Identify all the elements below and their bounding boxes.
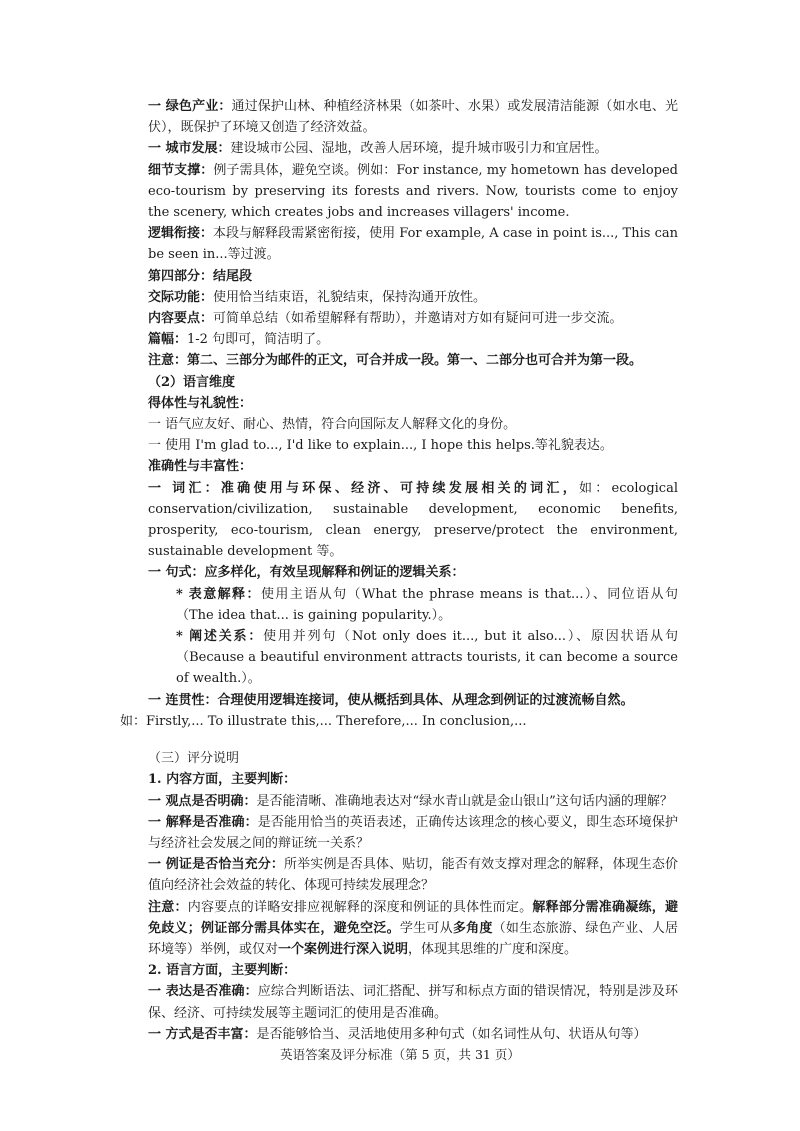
heading-appropriateness: 得体性与礼貌性：: [148, 395, 253, 411]
paragraph-logic-connection: 逻辑衔接：本段与解释段需紧密衔接，使用 For example, A case in point is..., This can be seen in...等过渡。: [148, 226, 678, 263]
heading-language-dimension: （2）语言维度: [148, 374, 236, 390]
paragraph-expression-accurate: 一 表达是否准确：应综合判断语法、词汇搭配、拼写和标点方面的错误情况，特别是涉及环保、经济、可持续发展等主题词汇的使用是否准确。: [148, 984, 678, 1021]
paragraph-sentence-patterns: 一 句式：应多样化，有效呈现解释和例证的逻辑关系：: [148, 565, 465, 581]
paragraph-examples-adequate: 一 例证是否恰当充分：所举实例是否具体、贴切，能否有效支撑对理念的解释，体现生态价值向经济社会效益的转化、体现可持续发展理念？: [148, 857, 678, 894]
paragraph-note-merge: 注意：第二、三部分为邮件的正文，可合并成一段。第一、二部分也可合并为第一段。: [148, 353, 643, 369]
paragraph-viewpoint-clear: 一 观点是否明确：是否能清晰、准确地表达对“绿水青山就是金山银山”这句话内涵的理解？: [148, 793, 673, 809]
paragraph-communicative-function: 交际功能：使用恰当结束语，礼貌结束，保持沟通开放性。: [148, 289, 487, 305]
heading-part-four: 第四部分：结尾段: [148, 268, 253, 284]
paragraph-polite-expressions: 一 使用 I'm glad to..., I'd like to explain..., I hope this helps.等礼貌表达。: [148, 438, 613, 454]
heading-scoring-notes: （三）评分说明: [148, 751, 240, 767]
page-footer: 英语答案及评分标准（第 5 页，共 31 页）: [280, 1047, 520, 1062]
paragraph-green-industry: 一 绿色产业：通过保护山林、种植经济林果（如茶叶、水果）或发展清洁能源（如水电、光伏），既保护了环境又创造了经济效益。: [148, 99, 678, 136]
paragraph-elaboration-clauses: * 阐述关系：使用并列句（Not only does it..., but it also...）、原因状语从句（Because a beautiful environment attracts tourists, it can become a source of wealth.）。: [176, 629, 678, 687]
heading-content-aspect: 1. 内容方面，主要判断：: [148, 772, 297, 788]
heading-language-aspect: 2. 语言方面，主要判断：: [148, 963, 297, 979]
paragraph-explanation-clauses: * 表意解释：使用主语从句（What the phrase means is that...）、同位语从句（The idea that... is gaining popularity.）。: [176, 586, 678, 623]
paragraph-coherence: 一 连贯性：合理使用逻辑连接词，使从概括到具体、从理念到例证的过渡流畅自然。: [148, 692, 634, 708]
paragraph-style-rich: 一 方式是否丰富：是否能够恰当、灵活地使用多种句式（如名词性从句、状语从句等）: [148, 1026, 647, 1042]
paragraph-content-points: 内容要点：可简单总结（如希望解释有帮助），并邀请对方如有疑问可进一步交流。: [148, 311, 623, 327]
paragraph-detail-support: 细节支撑：例子需具体，避免空谈。例如：For instance, my hometown has developed eco-tourism by preserving its forests and rivers. Now, tourists come to enjoy the scenery, which creates jobs and increases villagers' income.: [148, 162, 678, 221]
paragraph-city-development: 一 城市发展：建设城市公园、湿地，改善人居环境，提升城市吸引力和宜居性。: [148, 141, 608, 157]
paragraph-length: 篇幅：1-2 句即可，简洁明了。: [148, 332, 330, 348]
paragraph-tone: 一 语气应友好、耐心、热情，符合向国际友人解释文化的身份。: [148, 417, 517, 433]
heading-accuracy-richness: 准确性与丰富性：: [148, 459, 253, 475]
paragraph-connectives-example: 如：Firstly,... To illustrate this,... Therefore,... In conclusion,...: [120, 713, 527, 729]
paragraph-note-details: 注意：内容要点的详略安排应视解释的深度和例证的具体性而定。解释部分需准确凝练，避免歧义；例证部分需具体实在，避免空泛。学生可从多角度（如生态旅游、绿色产业、人居环境等）举例，或仅对一个案例进行深入说明，体现其思维的广度和深度。: [148, 899, 678, 957]
paragraph-explanation-accurate: 一 解释是否准确：是否能用恰当的英语表述，正确传达该理念的核心要义，即生态环境保护与经济社会发展之间的辩证统一关系？: [148, 814, 678, 851]
paragraph-vocabulary: 一 词汇：准确使用与环保、经济、可持续发展相关的词汇，如：ecological conservation/civilization, sustainable development, economic benefits, prosperity, eco-tourism, clean energy, preserve/protect the environment, sustainable development 等。: [148, 480, 678, 560]
